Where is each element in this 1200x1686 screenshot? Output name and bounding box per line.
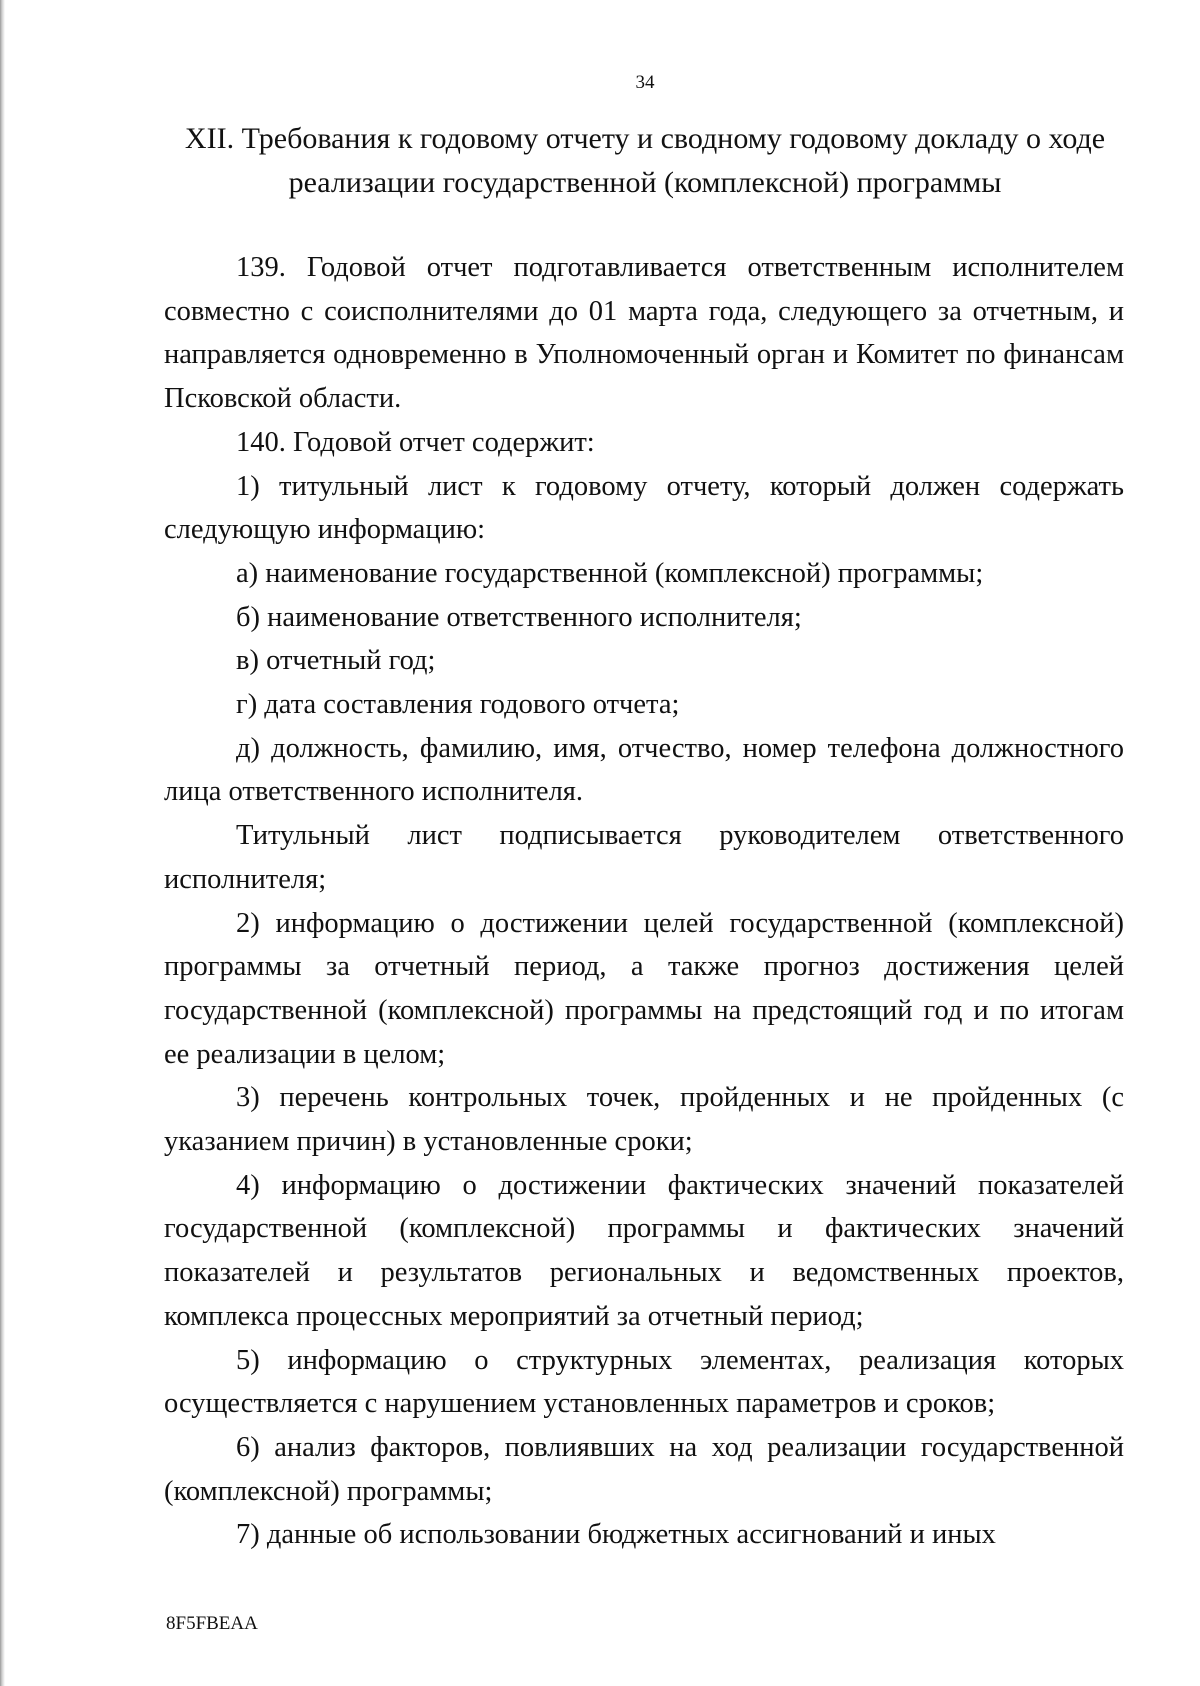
list-item-1b: б) наименование ответственного исполнителя; xyxy=(236,601,802,633)
section-heading-line-1: XII. Требования к годовому отчету и сводному годовому докладу о ходе xyxy=(184,122,1106,155)
list-item-2: 2) информацию о достижении целей государственной (комплексной) программы за отчетный период, а также прогноз достижения целей государственной (комплексной) программы на предстоящий год и по итогам ее реализации в целом; xyxy=(164,907,1124,1070)
list-item-5: 5) информацию о структурных элементах, реализация которых осуществляется с нарушением установленных параметров и сроков; xyxy=(164,1344,1124,1420)
list-item-1: 1) титульный лист к годовому отчету, который должен содержать следующую информацию: xyxy=(164,470,1124,546)
section-heading-line-2: реализации государственной (комплексной) программы xyxy=(288,166,1002,199)
scan-edge xyxy=(0,0,5,1686)
page-number: 34 xyxy=(635,72,655,93)
title-page-signature-note: Титульный лист подписывается руководителем ответственного исполнителя; xyxy=(164,820,1124,895)
list-item-4: 4) информацию о достижении фактических значений показателей государственной (комплексной) программы и фактических значений показателей и результатов региональных и ведомственных проектов, комплекса процессных мероприятий за отчетный период; xyxy=(164,1169,1124,1332)
list-item-1c: в) отчетный год; xyxy=(236,645,436,677)
document-body xyxy=(164,246,1124,1557)
footer-code: 8F5FBEAA xyxy=(166,1613,258,1634)
paragraph-140: 140. Годовой отчет содержит: xyxy=(236,426,595,458)
list-item-3: 3) перечень контрольных точек, пройденных и не пройденных (с указанием причин) в установленные сроки; xyxy=(164,1082,1124,1158)
list-item-1e: д) должность, фамилию, имя, отчество, номер телефона должностного лица ответственного исполнителя. xyxy=(164,732,1124,808)
section-heading xyxy=(130,117,1160,205)
list-item-1d: г) дата составления годового отчета; xyxy=(236,689,680,721)
paragraph-139: 139. Годовой отчет подготавливается ответственным исполнителем совместно с соисполнителями до 01 марта года, следующего за отчетным, и направляется одновременно в Уполномоченный орган и Комитет по финансам Псковской области. xyxy=(164,252,1124,415)
list-item-6: 6) анализ факторов, повлиявших на ход реализации государственной (комплексной) программы; xyxy=(164,1431,1124,1507)
list-item-7: 7) данные об использовании бюджетных ассигнований и иных xyxy=(236,1519,996,1551)
list-item-1a: а) наименование государственной (комплексной) программы; xyxy=(236,557,984,589)
